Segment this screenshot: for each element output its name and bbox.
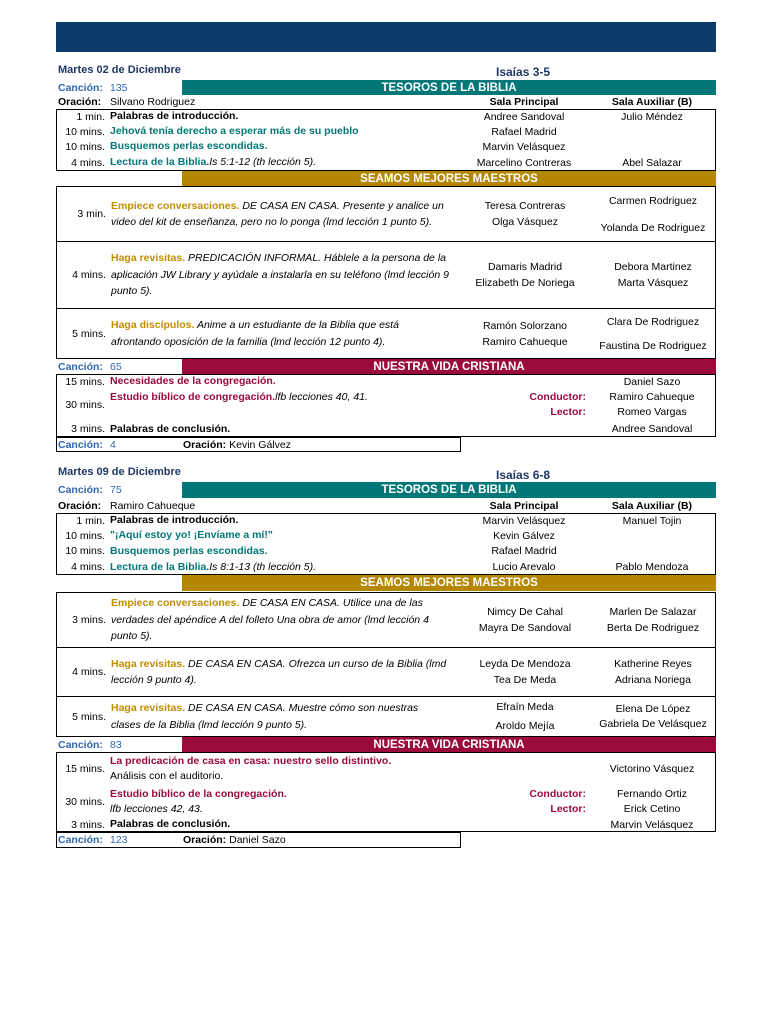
closing-row: Canción: 4 Oración: Kevin Gálvez <box>56 437 461 452</box>
part-gems: 10 mins. Busquemos perlas escondidas. Rafael Madrid <box>65 544 557 557</box>
part-intro: 1 min. Palabras de introducción. Andree Sandoval Julio Méndez <box>76 110 683 123</box>
ministry-part-3: 5 mins. Haga discípulos. Anime a un estudiante de la Biblia que está afrontando oposición de la familia (lmd lección 12 punto 4). Ramón Solorzano Ramiro Cahueque Clara De Rodriguez Faustina De Rodriguez <box>56 309 716 359</box>
section-ministry: SEAMOS MEJORES MAESTROS <box>182 171 716 186</box>
opening-prayer-name: Silvano Rodriguez <box>110 96 196 108</box>
section-treasures: TESOROS DE LA BIBLIA <box>182 80 716 95</box>
part-talk: 10 mins. Jehová tenía derecho a esperar más de su pueblo Rafael Madrid <box>65 125 557 138</box>
section-ministry-row <box>56 575 716 591</box>
part-conclusion: 3 mins. Palabras de conclusión. Andree Sandoval <box>71 422 693 435</box>
section-christian-life: NUESTRA VIDA CRISTIANA <box>182 737 716 752</box>
opening-song-row: Canción: 135 TESOROS DE LA BIBLIA <box>56 80 716 95</box>
section-ministry: SEAMOS MEJORES MAESTROS <box>182 575 716 591</box>
ministry-part-3: 5 mins. Haga revisitas. DE CASA EN CASA. Muestre cómo son nuestras clases de la Biblia (lmd lección 9 punto 5). Efraín Meda Aroldo Mejía Elena De López Gabriela De Velásquez <box>56 697 716 737</box>
part-bible-reading: 4 mins. Lectura de la Biblia. Is 8:1-13 (th lección 5). Lucio Arevalo Pablo Mendoza <box>71 560 689 573</box>
col-main-header: Sala Principal <box>489 96 559 108</box>
opening-prayer-name: Ramiro Cahueque <box>110 499 196 512</box>
closing-song-number: 4 <box>110 438 116 451</box>
bible-reading-ref: Isaías 3-5 <box>496 65 551 79</box>
ministry-part-1: 3 mins. Empiece conversaciones. DE CASA EN CASA. Utilice una de las verdades del apéndice A del folleto Una obra de amor (lmd lección 4 punto 5). Nimcy De Cahal Mayra De Sandoval Marlen De Salazar Berta De Rodriguez <box>56 592 716 648</box>
ministry-part-1: 3 min. Empiece conversaciones. DE CASA EN CASA. Presente y analice un video del kit de enseñanza, pero no lo ponga (lmd lección 1 punto 5). Teresa Contreras Olga Vásquez Carmen Rodriguez Yolanda De Rodriguez <box>56 186 716 242</box>
opening-song-row: Canción: 75 TESOROS DE LA BIBLIA <box>56 482 716 498</box>
middle-song-row: Canción: 65 NUESTRA VIDA CRISTIANA <box>56 359 716 374</box>
middle-song-row: Canción: 83 NUESTRA VIDA CRISTIANA <box>56 737 716 752</box>
part-cong-study: 30 mins. Estudio bíblico de congregación. lfb lecciones 40, 41. Conductor: Lector: Ramiro Cahueque Romeo Vargas <box>65 391 695 418</box>
closing-row: Canción: 123 Oración: Daniel Sazo <box>56 832 461 848</box>
part-needs: 15 mins. Necesidades de la congregación. Daniel Sazo <box>65 375 681 388</box>
opening-prayer-row: Oración: Silvano Rodriguez Sala Principal Sala Auxiliar (B) <box>56 95 716 109</box>
closing-song-number: 123 <box>110 834 128 846</box>
week-date: Martes 02 de Diciembre <box>58 64 181 76</box>
opening-song-number: 75 <box>110 484 122 496</box>
week-date: Martes 09 de Diciembre <box>58 466 181 478</box>
part-gems: 10 mins. Busquemos perlas escondidas. Marvin Velásquez <box>65 140 566 153</box>
bible-reading-ref: Isaías 6-8 <box>496 468 551 482</box>
part-intro: 1 min. Palabras de introducción. Marvin Velásquez Manuel Tojin <box>76 514 682 527</box>
section-treasures: TESOROS DE LA BIBLIA <box>182 482 716 498</box>
opening-prayer-row: Oración: Ramiro Cahueque Sala Principal Sala Auxiliar (B) <box>56 498 716 513</box>
section-ministry-row <box>56 171 716 186</box>
part-cong-study: 30 mins. Estudio bíblico de la congregación. lfb lecciones 42, 43. Conductor: Lector: Fernando Ortiz Erick Cetino <box>65 787 688 815</box>
middle-song-number: 65 <box>110 360 122 373</box>
closing-prayer-name: Kevin Gálvez <box>229 438 291 451</box>
header-bar <box>56 22 716 52</box>
opening-song-number: 135 <box>110 81 128 94</box>
col-main-header: Sala Principal <box>489 499 559 512</box>
part-needs: 15 mins. La predicación de casa en casa: nuestro sello distintivo. Análisis con el auditorio. Victorino Vásquez <box>65 755 695 782</box>
col-aux-header: Sala Auxiliar (B) <box>611 499 693 512</box>
section-christian-life: NUESTRA VIDA CRISTIANA <box>182 359 716 374</box>
ministry-part-2: 4 mins. Haga revisitas. DE CASA EN CASA. Ofrezca un curso de la Biblia (lmd lección 9 punto 4). Leyda De Mendoza Tea De Meda Katherine Reyes Adriana Noriega <box>56 648 716 697</box>
middle-song-number: 83 <box>110 738 122 751</box>
col-aux-header: Sala Auxiliar (B) <box>611 96 693 108</box>
ministry-part-2: 4 mins. Haga revisitas. PREDICACIÓN INFORMAL. Háblele a la persona de la aplicación JW Library y ayúdale a instalarla en su teléfono (lmd lección 9 punto 5). Damaris Madrid Elizabeth De Noriega Debora Martinez Marta Vásquez <box>56 242 716 309</box>
closing-prayer-name: Daniel Sazo <box>229 834 286 846</box>
part-conclusion: 3 mins. Palabras de conclusión. Marvin Velásquez <box>71 818 694 831</box>
part-bible-reading: 4 mins. Lectura de la Biblia. Is 5:1-12 (th lección 5). Marcelino Contreras Abel Salazar <box>71 156 682 169</box>
part-talk: 10 mins. "¡Aquí estoy yo! ¡Envíame a mí!" Kevin Gálvez <box>65 529 555 542</box>
